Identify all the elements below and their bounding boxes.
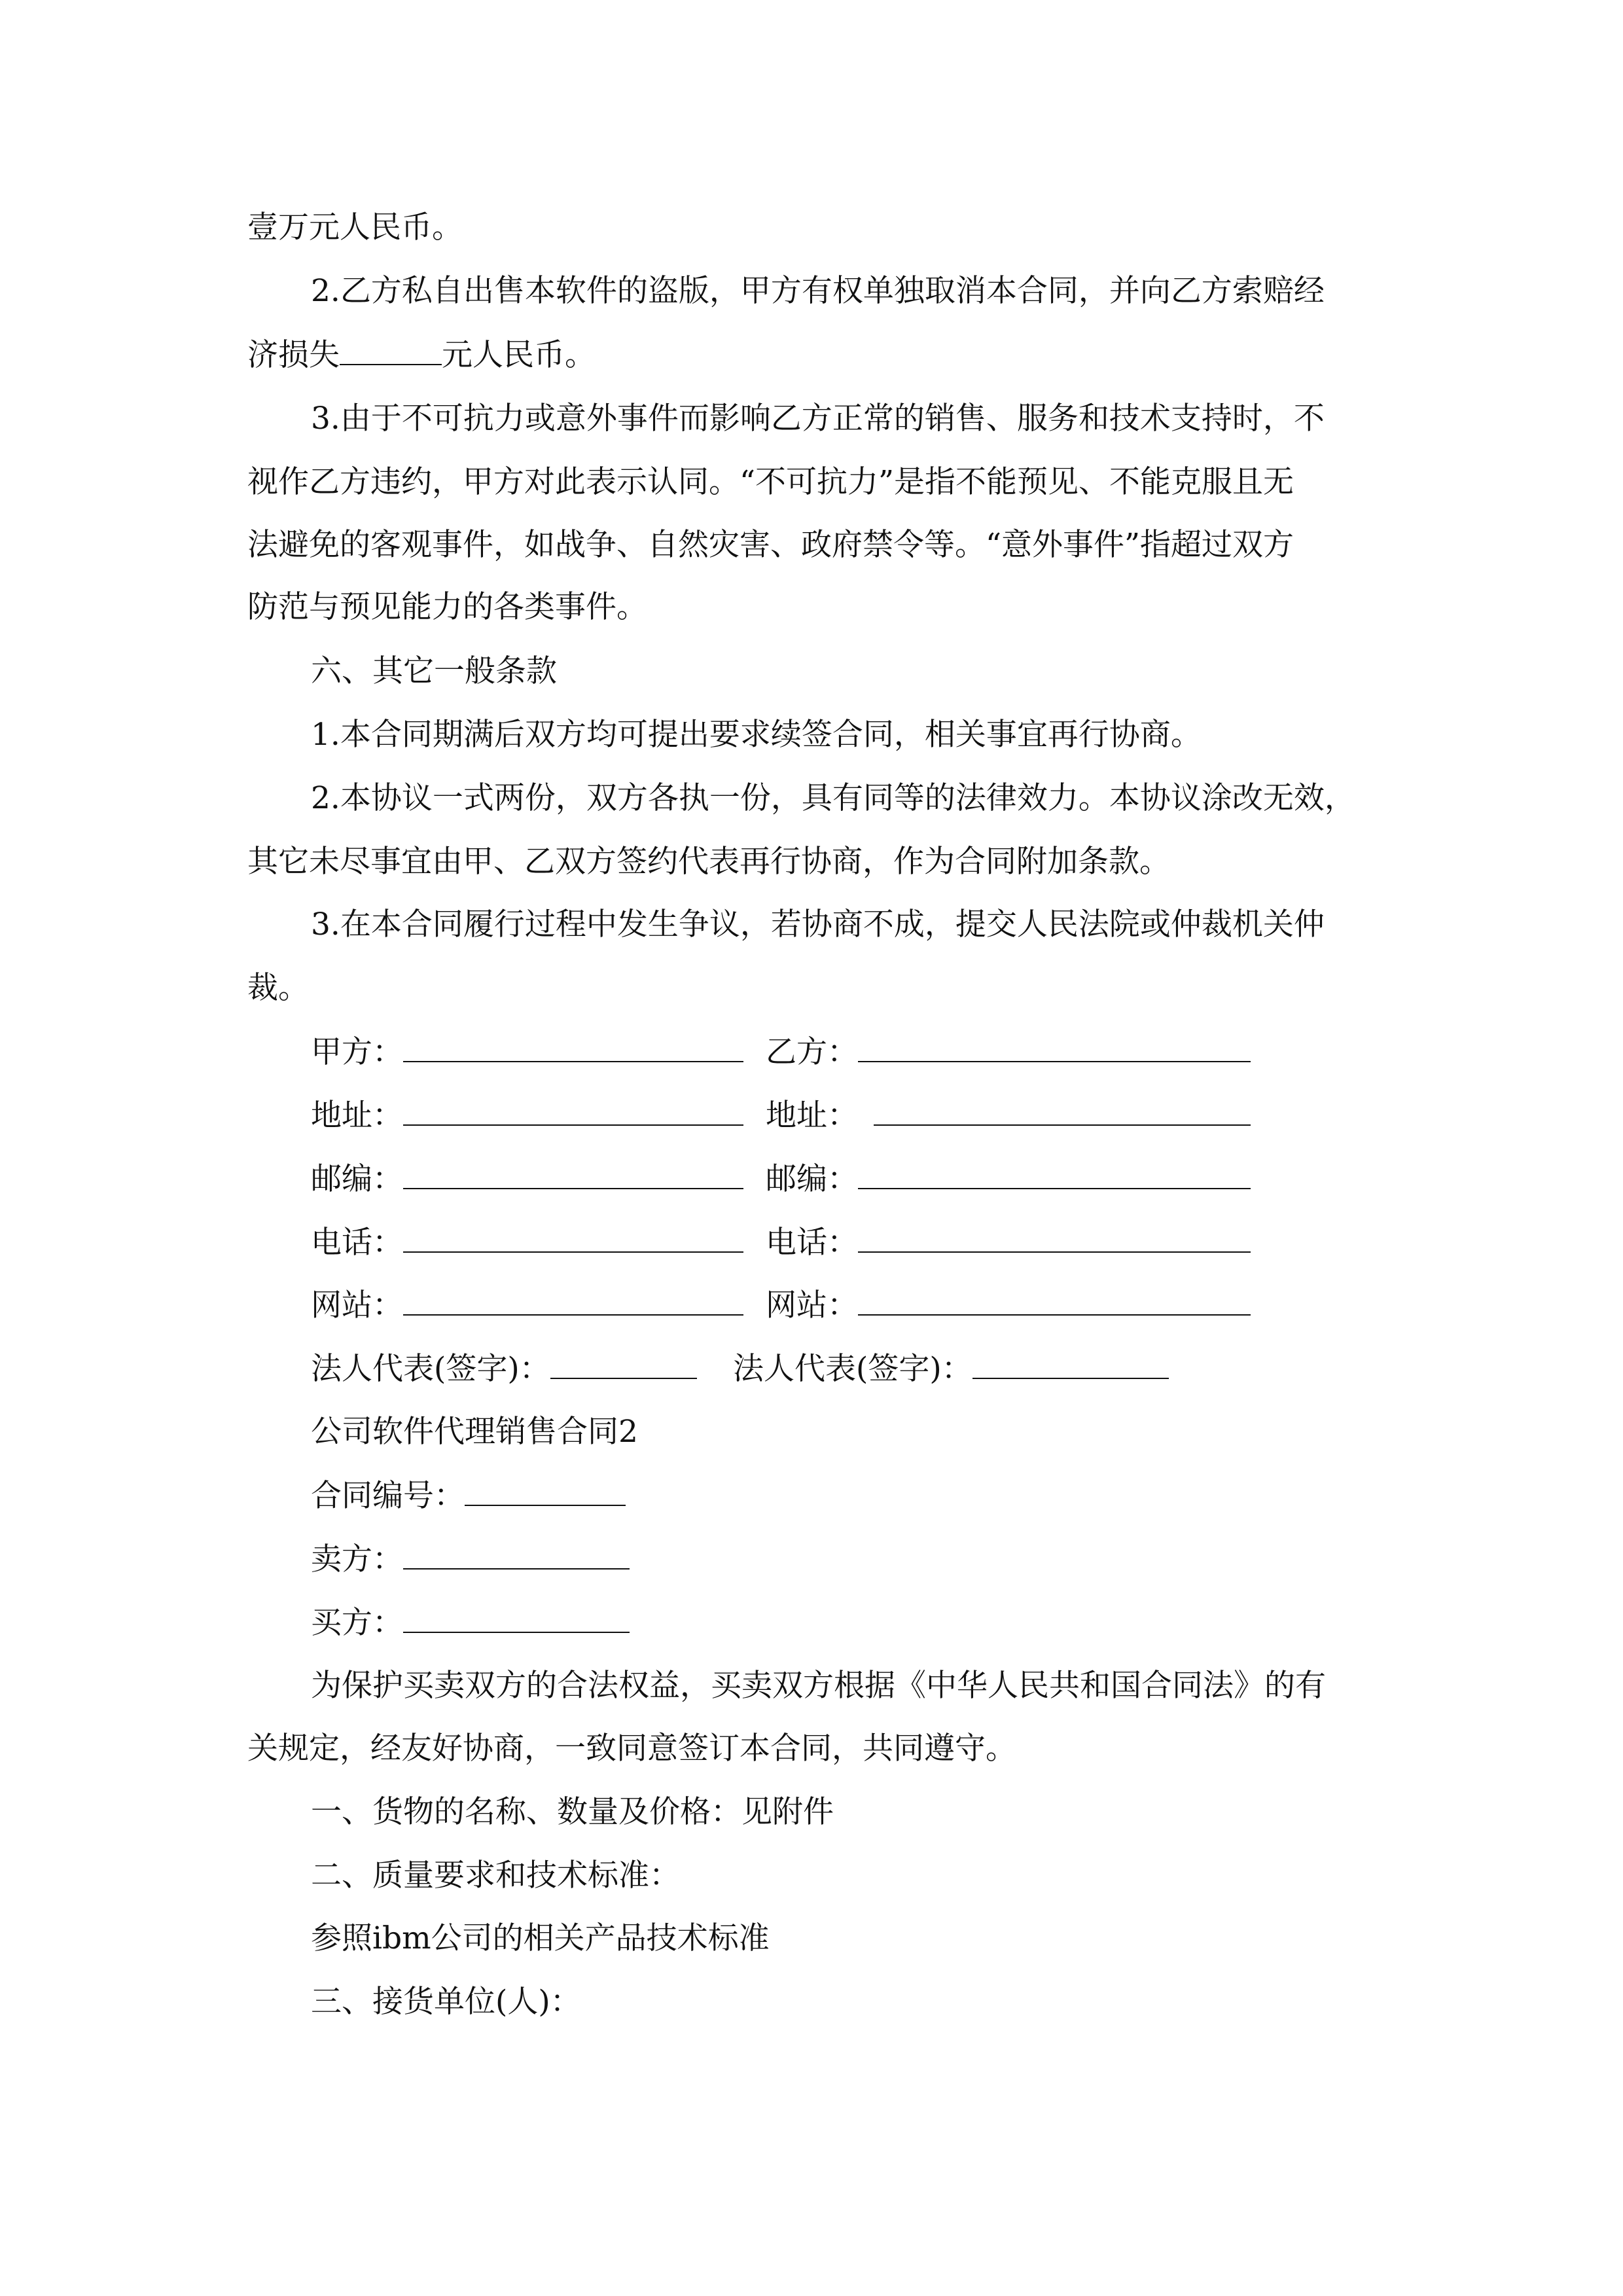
legal-rep-a-field bbox=[311, 1349, 697, 1388]
paragraph-line: 参照ibm公司的相关产品技术标准 bbox=[311, 1920, 770, 1956]
field-label: 甲方： bbox=[311, 1034, 403, 1070]
paragraph-line: 法避免的客观事件，如战争、自然灾害、政府禁令等。“意外事件”指超过双方 bbox=[247, 527, 1294, 563]
section-heading: 六、其它一般条款 bbox=[311, 653, 557, 689]
party-b-field bbox=[766, 1032, 1251, 1071]
paragraph-line: 视作乙方违约，甲方对此表示认同。“不可抗力”是指不能预见、不能克服且无 bbox=[247, 464, 1294, 500]
seller-blank bbox=[403, 1539, 630, 1570]
address-a-field bbox=[311, 1096, 743, 1135]
paragraph-line: 裁。 bbox=[247, 970, 309, 1006]
contract-number-field bbox=[311, 1476, 626, 1515]
paragraph-line: 壹万元人民币。 bbox=[247, 209, 463, 245]
contract-number-blank bbox=[465, 1476, 626, 1506]
field-label: 网站： bbox=[311, 1287, 403, 1323]
field-label: 法人代表(签字)： bbox=[311, 1351, 550, 1387]
phone-b-field bbox=[766, 1223, 1251, 1262]
paragraph-line: 1.本合同期满后双方均可提出要求续签合同，相关事宜再行协商。 bbox=[311, 717, 1202, 753]
paragraph-text: 济损失 bbox=[247, 337, 340, 373]
paragraph-line: 3.由于不可抗力或意外事件而影响乙方正常的销售、服务和技术支持时，不 bbox=[311, 401, 1325, 437]
website-a-blank bbox=[403, 1285, 743, 1316]
field-label: 乙方： bbox=[766, 1034, 858, 1070]
section-heading: 一、货物的名称、数量及价格：见附件 bbox=[311, 1794, 834, 1830]
paragraph-line: 关规定，经友好协商，一致同意签订本合同，共同遵守。 bbox=[247, 1731, 1016, 1767]
field-label: 卖方： bbox=[311, 1541, 403, 1577]
paragraph-line: 为保护买卖双方的合法权益，买卖双方根据《中华人民共和国合同法》的有 bbox=[311, 1668, 1326, 1704]
postcode-a-field bbox=[311, 1159, 743, 1198]
party-a-field bbox=[311, 1032, 743, 1071]
postcode-b-blank bbox=[858, 1159, 1251, 1189]
legal-rep-a-blank bbox=[550, 1349, 697, 1379]
field-label: 地址： bbox=[311, 1098, 403, 1134]
paragraph-line: 3.在本合同履行过程中发生争议，若协商不成，提交人民法院或仲裁机关仲 bbox=[311, 906, 1325, 942]
postcode-b-field bbox=[766, 1159, 1251, 1198]
address-b-blank bbox=[874, 1096, 1251, 1126]
field-label: 邮编： bbox=[311, 1161, 403, 1197]
field-label: 地址： bbox=[766, 1098, 858, 1134]
phone-a-field bbox=[311, 1223, 743, 1262]
phone-a-blank bbox=[403, 1223, 743, 1253]
section-heading: 三、接货单位(人)： bbox=[311, 1984, 581, 2020]
field-label: 邮编： bbox=[766, 1161, 858, 1197]
party-a-blank bbox=[403, 1032, 743, 1062]
buyer-blank bbox=[403, 1603, 630, 1633]
paragraph-line: 2.本协议一式两份，双方各执一份，具有同等的法律效力。本协议涂改无效， bbox=[311, 780, 1355, 816]
website-a-field bbox=[311, 1285, 743, 1325]
postcode-a-blank bbox=[403, 1159, 743, 1189]
party-b-blank bbox=[858, 1032, 1251, 1062]
website-b-field bbox=[766, 1285, 1251, 1325]
seller-field bbox=[311, 1539, 630, 1579]
legal-rep-b-field bbox=[733, 1349, 1169, 1388]
field-label: 电话： bbox=[311, 1225, 403, 1261]
paragraph-line: 其它未尽事宜由甲、乙双方签约代表再行协商，作为合同附加条款。 bbox=[247, 844, 1170, 880]
field-label: 网站： bbox=[766, 1287, 858, 1323]
address-b-field bbox=[766, 1096, 1251, 1135]
paragraph-line: 防范与预见能力的各类事件。 bbox=[247, 589, 647, 625]
legal-rep-b-blank bbox=[972, 1349, 1169, 1379]
field-label: 法人代表(签字)： bbox=[733, 1351, 972, 1387]
field-label: 合同编号： bbox=[311, 1478, 465, 1514]
website-b-blank bbox=[858, 1285, 1251, 1316]
field-label: 电话： bbox=[766, 1225, 858, 1261]
address-a-blank bbox=[403, 1096, 743, 1126]
section-heading: 二、质量要求和技术标准： bbox=[311, 1857, 680, 1893]
contract-title: 公司软件代理销售合同2 bbox=[311, 1414, 638, 1450]
amount-blank bbox=[340, 335, 442, 365]
field-label: 买方： bbox=[311, 1605, 403, 1641]
buyer-field bbox=[311, 1603, 630, 1642]
paragraph-text: 元人民币。 bbox=[442, 337, 596, 373]
phone-b-blank bbox=[858, 1223, 1251, 1253]
paragraph-line: 2.乙方私自出售本软件的盗版，甲方有权单独取消本合同，并向乙方索赔经 bbox=[311, 273, 1325, 309]
paragraph-line bbox=[247, 335, 596, 374]
